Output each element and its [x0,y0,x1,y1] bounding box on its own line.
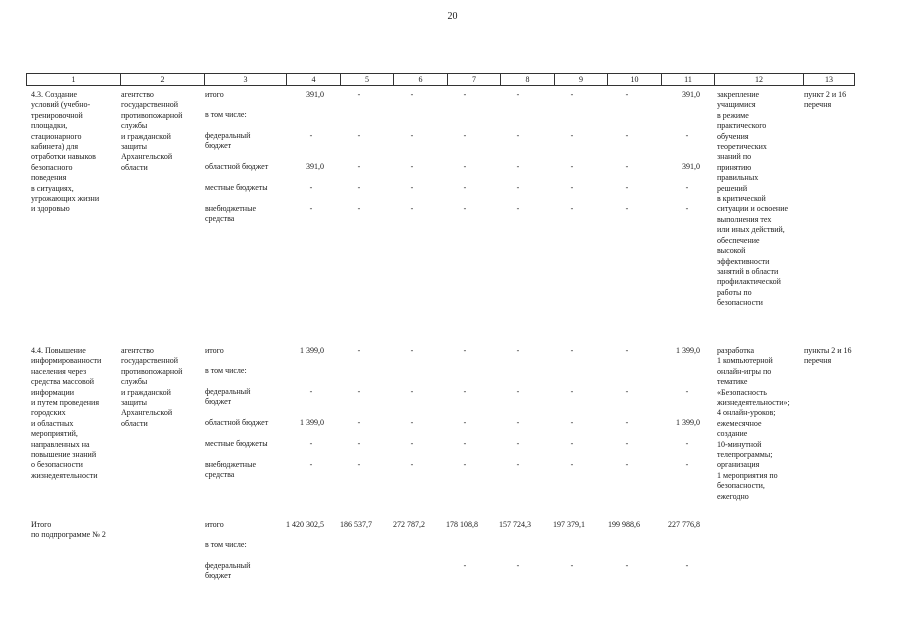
amount-cell: - [357,439,361,448]
amount-cell: - [685,131,689,140]
amount-cell: - [410,460,414,469]
funding-source-label: итого [205,90,224,99]
amount-cell: - [625,131,629,140]
funding-source-label: итого [205,346,224,355]
amount-cell: - [463,561,467,570]
amount-cell: - [570,183,574,192]
amount-cell: - [410,204,414,213]
amount-cell: - [625,204,629,213]
amount-cell: - [410,131,414,140]
amount-cell: - [463,162,467,171]
amount-cell: - [410,387,414,396]
amount-cell: - [685,204,689,213]
amount-cell: 227 776,8 [668,520,700,529]
funding-source-label: федеральный бюджет [205,131,251,151]
amount-cell: 1 420 302,5 [286,520,324,529]
amount-cell: - [309,204,313,213]
amount-cell: - [625,561,629,570]
amount-cell: - [357,387,361,396]
funding-source-label: внебюджетные средства [205,204,256,224]
header-col-11: 11 [661,74,714,85]
amount-cell: - [463,387,467,396]
amount-cell: 199 988,6 [608,520,640,529]
amount-cell: - [357,346,361,355]
amount-cell: 178 108,8 [446,520,478,529]
amount-cell: 157 724,3 [499,520,531,529]
header-col-6: 6 [393,74,447,85]
amount-cell: 391,0 [306,162,324,171]
amount-cell: - [625,346,629,355]
amount-cell: - [625,162,629,171]
row-4-3-executor: агентство государственной противопожарной службы и гражданской защиты Архангельской области [121,90,183,172]
amount-cell: 1 399,0 [676,418,700,427]
header-col-9: 9 [554,74,607,85]
header-col-5: 5 [340,74,393,85]
row-4-3-name: 4.3. Создание условий (учебно- тренировочной площадки, стационарного кабинета) для отработки навыков безопасного поведения в ситуациях, угрожающих жизни и здоровью [31,90,100,214]
amount-cell: - [357,418,361,427]
header-col-13: 13 [803,74,855,85]
amount-cell: - [516,561,520,570]
amount-cell: - [570,387,574,396]
amount-cell: - [463,346,467,355]
row-4-4-name: 4.4. Повышение информированности населения через средства массовой информации и путем проведения городских и областных мероприятий, направленных на повышение знаний о безопасности жизнедеятельности [31,346,102,480]
amount-cell: - [570,346,574,355]
amount-cell: - [410,183,414,192]
amount-cell: - [516,418,520,427]
amount-cell: - [625,418,629,427]
header-col-4: 4 [286,74,340,85]
funding-source-label: областной бюджет [205,418,269,427]
amount-cell: - [570,561,574,570]
amount-cell: - [570,204,574,213]
amount-cell: - [410,346,414,355]
row-4-4-executor: агентство государственной противопожарной службы и гражданской защиты Архангельской области [121,346,183,428]
page-number: 20 [447,11,458,22]
amount-cell: - [463,183,467,192]
amount-cell: - [516,90,520,99]
header-col-3: 3 [204,74,286,85]
amount-cell: - [516,346,520,355]
funding-source-label: в том числе: [205,366,247,375]
amount-cell: - [410,90,414,99]
amount-cell: - [685,439,689,448]
header-col-10: 10 [607,74,661,85]
amount-cell: - [570,418,574,427]
amount-cell: - [625,439,629,448]
amount-cell: - [625,90,629,99]
funding-source-label: местные бюджеты [205,183,268,192]
header-col-8: 8 [500,74,554,85]
table-header [26,73,855,86]
funding-source-label: местные бюджеты [205,439,268,448]
amount-cell: 272 787,2 [393,520,425,529]
amount-cell: - [309,131,313,140]
row-4-4-reference: пункты 2 и 16 перечня [804,346,852,366]
funding-source-label: итого [205,520,224,529]
amount-cell: - [309,460,313,469]
amount-cell: - [357,131,361,140]
amount-cell: - [685,387,689,396]
funding-source-label: в том числе: [205,540,247,549]
total-name: Итого по подпрограмме № 2 [31,520,106,540]
amount-cell: - [625,387,629,396]
amount-cell: 391,0 [682,90,700,99]
funding-source-label: федеральный бюджет [205,561,251,581]
amount-cell: - [357,460,361,469]
amount-cell: 1 399,0 [676,346,700,355]
amount-cell: 391,0 [306,90,324,99]
amount-cell: 1 399,0 [300,418,324,427]
amount-cell: - [625,183,629,192]
row-4-3-result: закрепление учащимися в режиме практического обучения теоретических знаний по принятию правильных решений в критической ситуации и освоение выполнения тех или иных действий, обеспечение высокой эффективности занятий в области профилактической работы по безопасности [717,90,789,308]
amount-cell: 391,0 [682,162,700,171]
funding-source-label: федеральный бюджет [205,387,251,407]
amount-cell: - [357,204,361,213]
funding-source-label: областной бюджет [205,162,269,171]
amount-cell: - [463,418,467,427]
amount-cell: - [685,561,689,570]
amount-cell: - [570,131,574,140]
amount-cell: - [516,131,520,140]
amount-cell: - [463,204,467,213]
amount-cell: - [309,387,313,396]
amount-cell: - [410,418,414,427]
amount-cell: - [463,90,467,99]
amount-cell: - [516,460,520,469]
amount-cell: - [570,439,574,448]
amount-cell: - [410,439,414,448]
funding-source-label: внебюджетные средства [205,460,256,480]
amount-cell: - [570,162,574,171]
row-4-3-reference: пункт 2 и 16 перечня [804,90,847,110]
header-col-12: 12 [714,74,803,85]
header-col-7: 7 [447,74,500,85]
amount-cell: - [625,460,629,469]
amount-cell: - [516,387,520,396]
amount-cell: - [516,162,520,171]
amount-cell: - [463,460,467,469]
funding-source-label: в том числе: [205,110,247,119]
amount-cell: - [570,460,574,469]
amount-cell: - [516,439,520,448]
amount-cell: - [685,460,689,469]
amount-cell: - [309,183,313,192]
amount-cell: 197 379,1 [553,520,585,529]
header-col-2: 2 [120,74,204,85]
amount-cell: - [410,162,414,171]
amount-cell: 1 399,0 [300,346,324,355]
amount-cell: - [516,204,520,213]
row-4-4-result: разработка 1 компьютерной онлайн-игры по тематике «Безопасность жизнедеятельности»; 4 онлайн-уроков; ежемесячное создание 10-минутной телепрограммы; организация 1 мероприятия по безопасности, ежегодно [717,346,790,501]
amount-cell: - [516,183,520,192]
amount-cell: - [357,162,361,171]
amount-cell: - [685,183,689,192]
header-col-1: 1 [26,74,120,85]
amount-cell: - [463,131,467,140]
amount-cell: 186 537,7 [340,520,372,529]
amount-cell: - [463,439,467,448]
amount-cell: - [357,183,361,192]
amount-cell: - [309,439,313,448]
amount-cell: - [570,90,574,99]
amount-cell: - [357,90,361,99]
